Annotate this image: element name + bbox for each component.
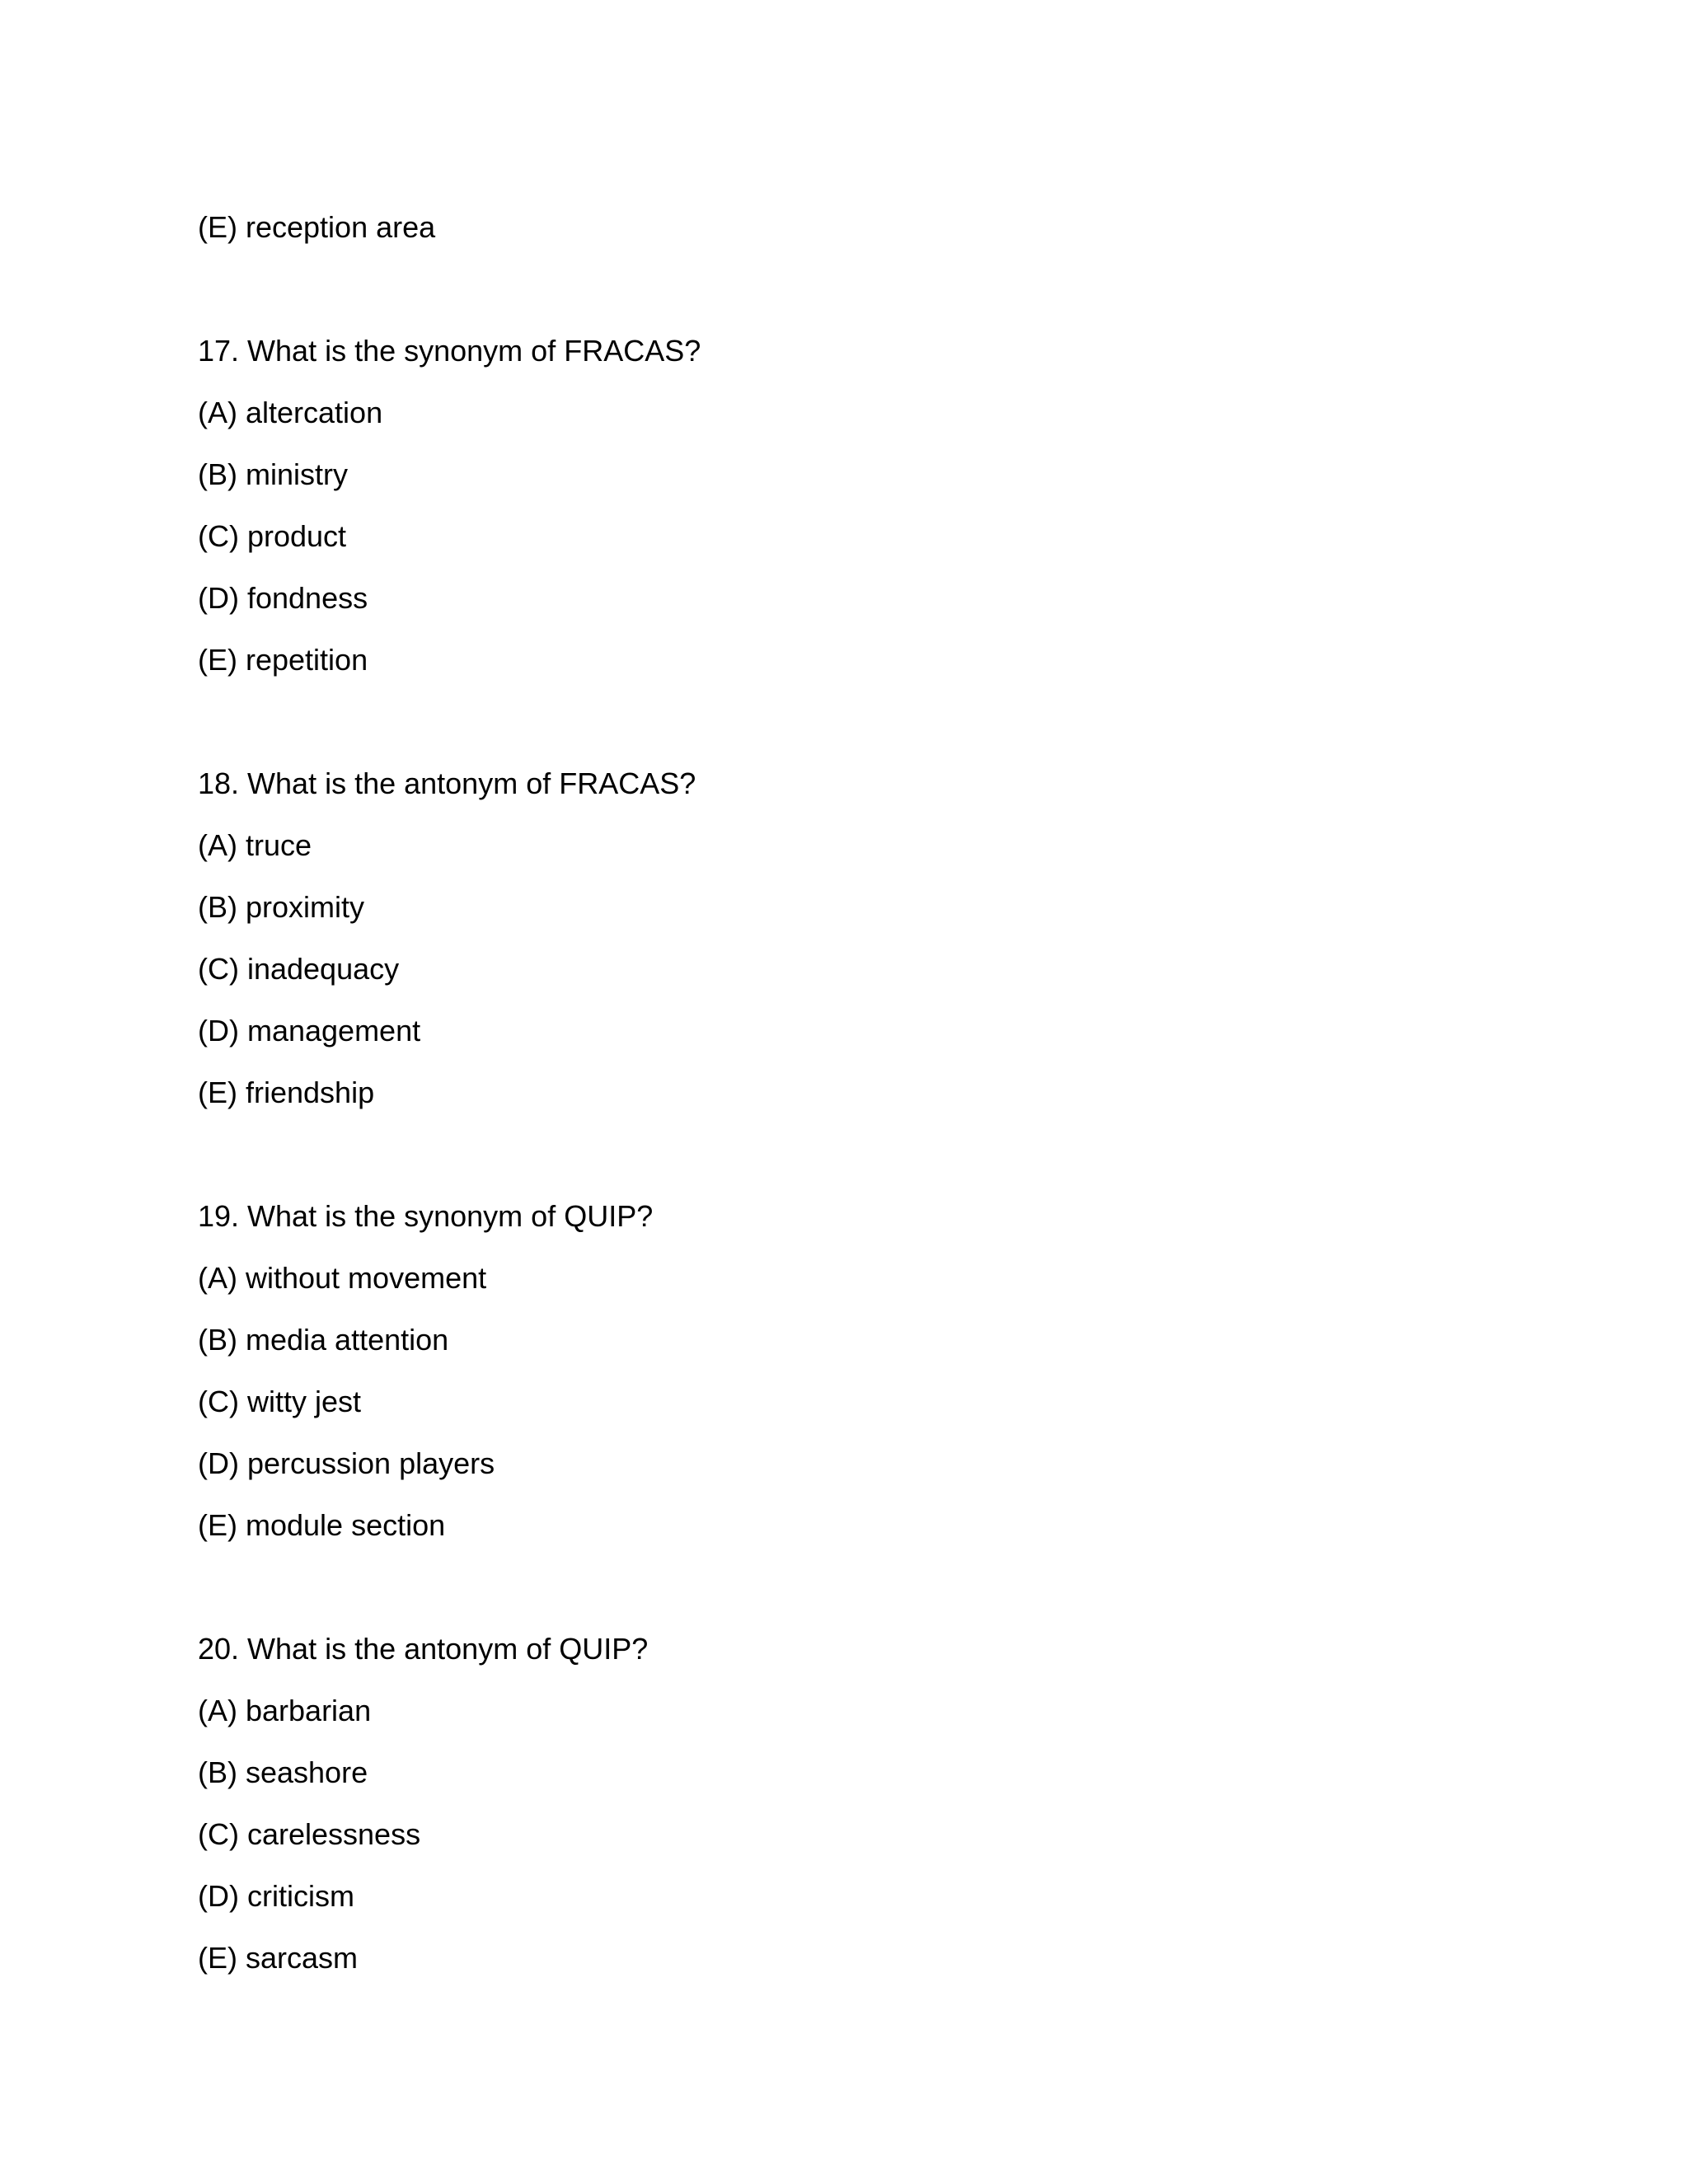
answer-option: (E) module section [198, 1508, 446, 1542]
quiz-content [198, 196, 1517, 1989]
answer-option: (C) carelessness [198, 1817, 421, 1851]
answer-option: (C) inadequacy [198, 952, 400, 986]
question-prompt: 18. What is the antonym of FRACAS? [198, 766, 696, 800]
question-prompt: 20. What is the antonym of QUIP? [198, 1632, 649, 1666]
question-17 [198, 320, 1517, 691]
question-18 [198, 752, 1517, 1123]
answer-option: (A) truce [198, 828, 312, 862]
answer-option: (E) repetition [198, 643, 368, 677]
answer-option: (C) product [198, 519, 347, 553]
answer-option: (A) altercation [198, 396, 383, 429]
answer-option: (E) sarcasm [198, 1941, 359, 1975]
question-19 [198, 1185, 1517, 1556]
question-prompt: 19. What is the synonym of QUIP? [198, 1199, 654, 1233]
continued-option: (E) reception area [198, 210, 436, 244]
answer-option: (B) seashore [198, 1755, 368, 1789]
answer-option: (C) witty jest [198, 1385, 361, 1418]
answer-option: (E) friendship [198, 1076, 375, 1109]
question-prompt: 17. What is the synonym of FRACAS? [198, 334, 701, 368]
answer-option: (B) media attention [198, 1323, 449, 1357]
question-20 [198, 1618, 1517, 1989]
answer-option: (D) criticism [198, 1879, 354, 1913]
answer-option: (B) ministry [198, 457, 348, 491]
answer-option: (A) without movement [198, 1261, 487, 1295]
answer-option: (D) management [198, 1014, 421, 1047]
answer-option: (B) proximity [198, 890, 365, 924]
answer-option: (D) fondness [198, 581, 368, 615]
answer-option: (A) barbarian [198, 1694, 372, 1727]
answer-option: (D) percussion players [198, 1446, 495, 1480]
